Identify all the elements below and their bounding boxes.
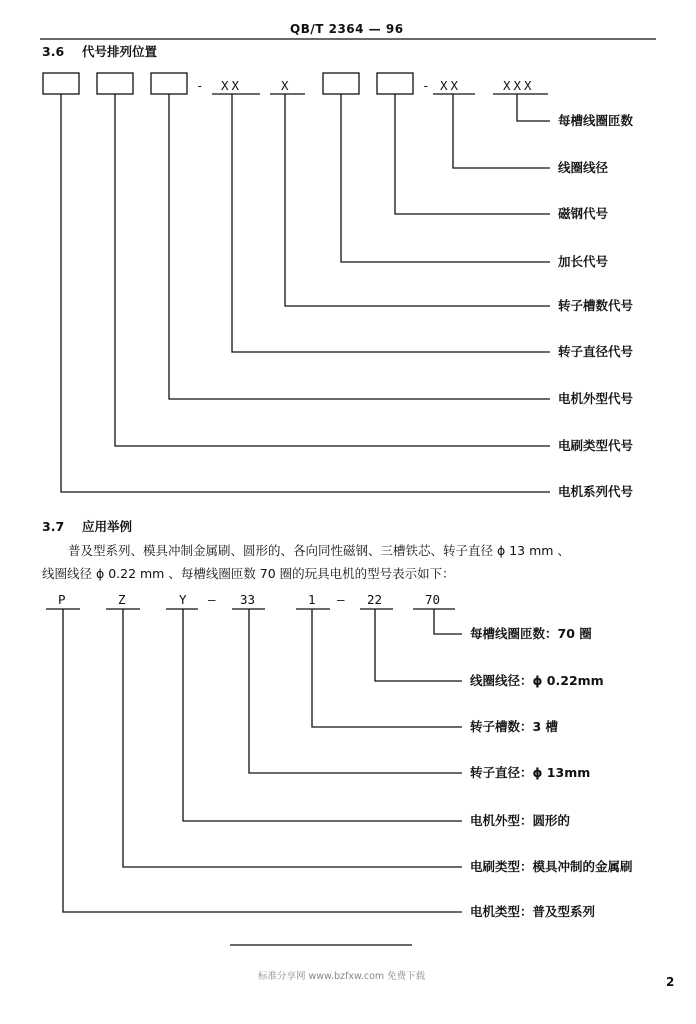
leader-shape (169, 94, 550, 399)
example-label-type: 电机类型：普及型系列 (470, 904, 596, 919)
code-box-5 (377, 73, 413, 94)
label-motor-series-code: 电机系列代号 (558, 484, 634, 499)
leader-ex-wire (375, 609, 462, 681)
example-label-slots: 转子槽数：3 槽 (470, 719, 559, 734)
code-22: 22 (367, 592, 383, 607)
leader-wire-dia (453, 94, 550, 168)
leader-magnet (395, 94, 550, 214)
example-paragraph-line-2: 线圈线径 ϕ 0.22 mm 、每槽线圈匝数 70 圈的玩具电机的型号表示如下： (42, 566, 455, 581)
leader-slots (285, 94, 550, 306)
code-70: 70 (425, 592, 441, 607)
footer-watermark: 标准分享网 www.bzfxw.com 免费下载 (258, 971, 426, 982)
label-rotor-diameter-code: 转子直径代号 (558, 344, 634, 359)
leader-turns (517, 94, 550, 121)
leader-extend (341, 94, 550, 262)
code-y: Y (179, 592, 190, 607)
placeholder-xxx: XXX (503, 78, 535, 93)
placeholder-xx-2: XX (440, 78, 462, 93)
page-number: 2 (666, 975, 675, 989)
code-box-1 (43, 73, 79, 94)
label-motor-shape-code: 电机外型代号 (558, 391, 634, 406)
code-p: P (58, 592, 69, 607)
leader-series (61, 94, 550, 492)
placeholder-dash-1: - (196, 78, 207, 93)
example-label-shape: 电机外型：圆形的 (470, 813, 571, 828)
leader-ex-shape (183, 609, 462, 821)
code-box-3 (151, 73, 187, 94)
leader-ex-brush (123, 609, 462, 867)
leader-brush (115, 94, 550, 446)
placeholder-dash-2: - (422, 78, 433, 93)
example-label-brush: 电刷类型：模具冲制的金属刷 (470, 859, 633, 874)
example-label-rotor: 转子直径：ϕ 13mm (470, 765, 591, 780)
label-turns-per-slot: 每槽线圈匝数 (558, 113, 634, 128)
example-label-wire: 线圈线径：ϕ 0.22mm (470, 673, 604, 688)
leader-ex-slots (312, 609, 462, 727)
label-magnet-code: 磁钢代号 (558, 206, 609, 221)
example-label-turns: 每槽线圈匝数：70 圈 (470, 626, 592, 641)
code-33: 33 (240, 592, 256, 607)
example-paragraph-line-1: 普及型系列、模具冲制金属刷、圆形的、各向同性磁钢、三槽铁芯、转子直径 ϕ 13 mm 、 (68, 543, 570, 558)
section-36-number: 3.6 (42, 44, 65, 59)
section-36-title: 代号排列位置 (82, 44, 158, 59)
placeholder-x-1: X (281, 78, 292, 93)
label-brush-type-code: 电刷类型代号 (558, 438, 634, 453)
code-dash-1: — (208, 592, 219, 607)
code-box-4 (323, 73, 359, 94)
leader-ex-rotor (249, 609, 462, 773)
code-z: Z (118, 592, 129, 607)
code-dash-2: — (337, 592, 348, 607)
label-wire-diameter: 线圈线径 (558, 160, 609, 175)
leader-rotor-dia (232, 94, 550, 352)
section-37-number: 3.7 (42, 519, 65, 534)
code-1: 1 (308, 592, 319, 607)
standard-id: QB/T 2364 — 96 (290, 22, 404, 36)
section-37-title: 应用举例 (82, 519, 133, 534)
label-rotor-slots-code: 转子槽数代号 (558, 298, 634, 313)
leader-ex-turns (434, 609, 462, 634)
placeholder-xx-1: XX (221, 78, 243, 93)
code-box-2 (97, 73, 133, 94)
label-extension-code: 加长代号 (558, 254, 609, 269)
